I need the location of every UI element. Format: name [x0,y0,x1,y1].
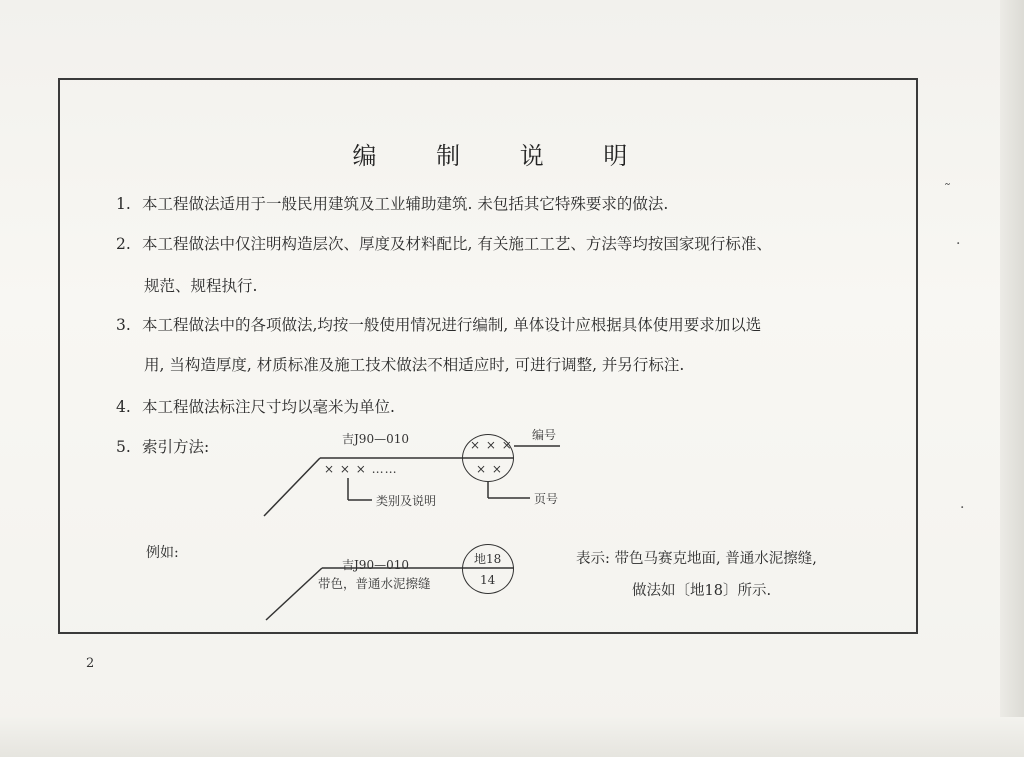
item-number: 4. [116,398,131,416]
example-description: 带色，普通水泥擦缝 [318,576,431,591]
example-circle-top: 地18 [474,552,502,566]
label-number: 编号 [532,428,557,442]
label-category: 类别及说明 [376,494,437,508]
index-leader-diagonal [264,458,320,516]
item-text: 本工程做法标注尺寸均以毫米为单位. [142,398,395,416]
scan-mark: · [956,236,961,252]
example-circle-bottom: 14 [480,573,496,587]
item-number: 5. [116,438,131,456]
content-frame [58,78,918,634]
item-number: 3. [116,316,131,334]
page-title: 编 制 说 明 [352,142,654,170]
index-ref-code: 吉J90—010 [342,432,409,446]
example-meaning-line2: 做法如〔地18〕所示. [632,583,772,599]
scan-mark: · [960,500,965,516]
index-circle-top: × × × [470,438,513,452]
page-edge-bottom [0,717,1024,757]
index-circle-bottom: × × [476,462,503,476]
list-item-3-continued: 用, 当构造厚度, 材质标准及施工技术做法不相适应时, 可进行调整, 并另行标注. [144,356,685,374]
page-number: 2 [86,656,95,671]
item-text: 本工程做法中的各项做法,均按一般使用情况进行编制, 单体设计应根据具体使用要求加以选 [142,316,762,334]
item-text: 索引方法: [142,438,210,456]
index-category-marks: × × × …… [324,462,398,476]
page-edge-right [1000,0,1024,757]
example-meaning-line1: 表示: 带色马赛克地面, 普通水泥擦缝, [576,551,817,567]
item-number: 2. [116,235,131,253]
item-text: 本工程做法中仅注明构造层次、厚度及材料配比, 有关施工工艺、方法等均按国家现行标准、 [142,235,772,253]
list-item-2-continued: 规范、规程执行. [144,277,258,295]
example-label: 例如: [146,545,179,561]
example-ref-code: 吉J90—010 [342,558,409,572]
example-leader-diagonal [266,568,322,620]
label-page: 页号 [534,492,559,506]
item-text: 本工程做法适用于一般民用建筑及工业辅助建筑. 未包括其它特殊要求的做法. [142,195,669,213]
scan-mark: ˜ [944,182,951,198]
item-number: 1. [116,195,131,213]
